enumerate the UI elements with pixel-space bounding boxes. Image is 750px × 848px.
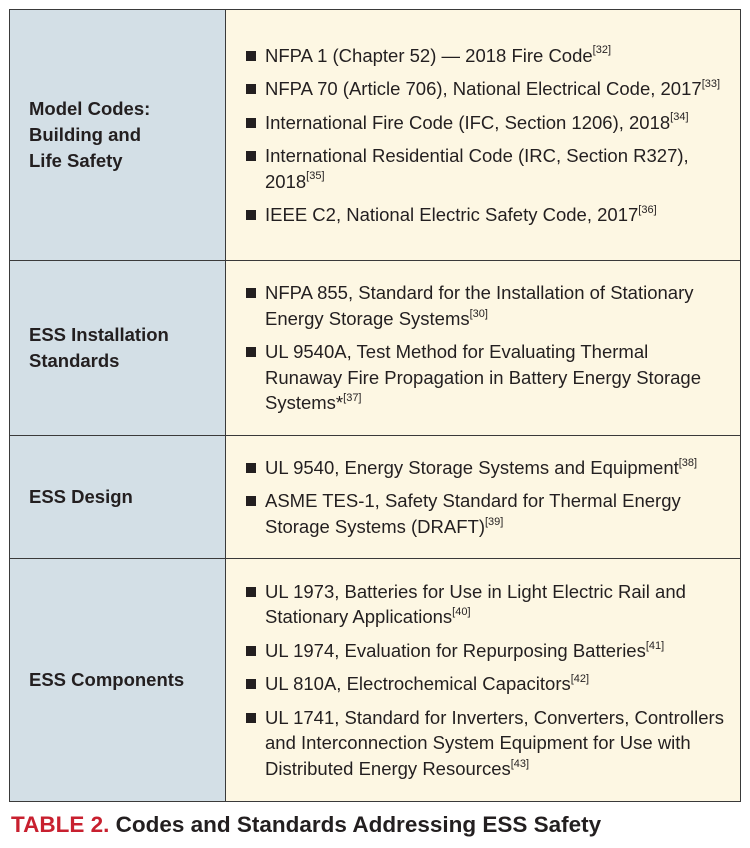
square-bullet-icon [246,463,256,473]
list-item [246,339,726,416]
footnote-ref: [32] [592,44,612,57]
list-item [246,43,726,69]
footnote-ref: [39] [485,515,504,528]
list-item [246,579,726,630]
item-text: UL 1973, Batteries for Use in Light Electric Rail and Stationary Applications [265,580,686,628]
item-text: ASME TES-1, Safety Standard for Thermal Energy Storage Systems (DRAFT) [265,490,681,537]
items-cell [226,10,740,260]
list-item [246,705,726,782]
list-item [246,110,726,136]
footnote-ref: [36] [638,203,657,216]
table-row-design [10,435,740,558]
list-item [246,488,726,539]
square-bullet-icon [246,151,256,161]
items-cell [226,436,740,558]
square-bullet-icon [246,587,256,597]
list-item [246,76,726,102]
item-text: UL 1974, Evaluation for Repurposing Batteries [265,639,646,661]
category-label: ESS Installation Standards [29,324,169,371]
list-item [246,671,726,697]
square-bullet-icon [246,51,256,61]
square-bullet-icon [246,84,256,94]
list-item [246,202,726,228]
square-bullet-icon [246,646,256,656]
footnote-ref: [41] [645,639,665,652]
square-bullet-icon [246,713,256,723]
item-text: IEEE C2, National Electric Safety Code, 2017 [265,204,639,225]
category-cell [10,10,226,260]
square-bullet-icon [246,118,256,128]
item-text: UL 810A, Electrochemical Capacitors [265,673,571,695]
items-cell [226,261,740,435]
footnote-ref: [35] [306,170,325,183]
list-item [246,638,726,664]
square-bullet-icon [246,496,256,506]
table-caption [11,812,601,838]
table-row-components [10,558,740,801]
list-item [246,143,726,194]
category-cell [10,436,226,558]
item-text: International Fire Code (IFC, Section 1206), 2018 [265,111,671,133]
item-text: NFPA 1 (Chapter 52) — 2018 Fire Code [265,44,593,66]
item-text: International Residential Code (IRC, Section R327), 2018 [265,145,689,192]
footnote-ref: [38] [678,456,698,469]
square-bullet-icon [246,288,256,298]
footnote-ref: [34] [670,111,689,124]
item-text: UL 9540, Energy Storage Systems and Equipment [265,456,679,478]
list-item [246,455,726,481]
item-text: UL 9540A, Test Method for Evaluating Thermal Runaway Fire Propagation in Battery Energy Storage Systems* [265,341,702,414]
category-label: ESS Design [29,486,133,507]
category-label: ESS Components [29,669,185,690]
standards-table [9,9,741,802]
footnote-ref: [43] [510,757,530,770]
footnote-ref: [33] [701,77,721,90]
footnote-ref: [42] [570,673,590,686]
table-row-model-codes [10,10,740,260]
item-text: NFPA 855, Standard for the Installation of Stationary Energy Storage Systems [265,282,694,329]
square-bullet-icon [246,210,256,220]
items-cell [226,559,740,801]
item-text: UL 1741, Standard for Inverters, Converters, Controllers and Interconnection System Equipment for Use with Distributed Energy Resources [265,706,724,779]
footnote-ref: [30] [469,307,488,320]
item-text: NFPA 70 (Article 706), National Electrical Code, 2017 [265,78,702,99]
caption-label: TABLE 2. [11,812,110,837]
square-bullet-icon [246,347,256,357]
list-item [246,280,726,331]
footnote-ref: [40] [452,606,471,619]
caption-title: Codes and Standards Addressing ESS Safety [115,812,602,837]
footnote-ref: [37] [343,392,362,405]
category-label: Model Codes: Building and Life Safety [29,98,151,171]
square-bullet-icon [246,679,256,689]
category-cell [10,559,226,801]
table-row-installation [10,260,740,435]
category-cell [10,261,226,435]
